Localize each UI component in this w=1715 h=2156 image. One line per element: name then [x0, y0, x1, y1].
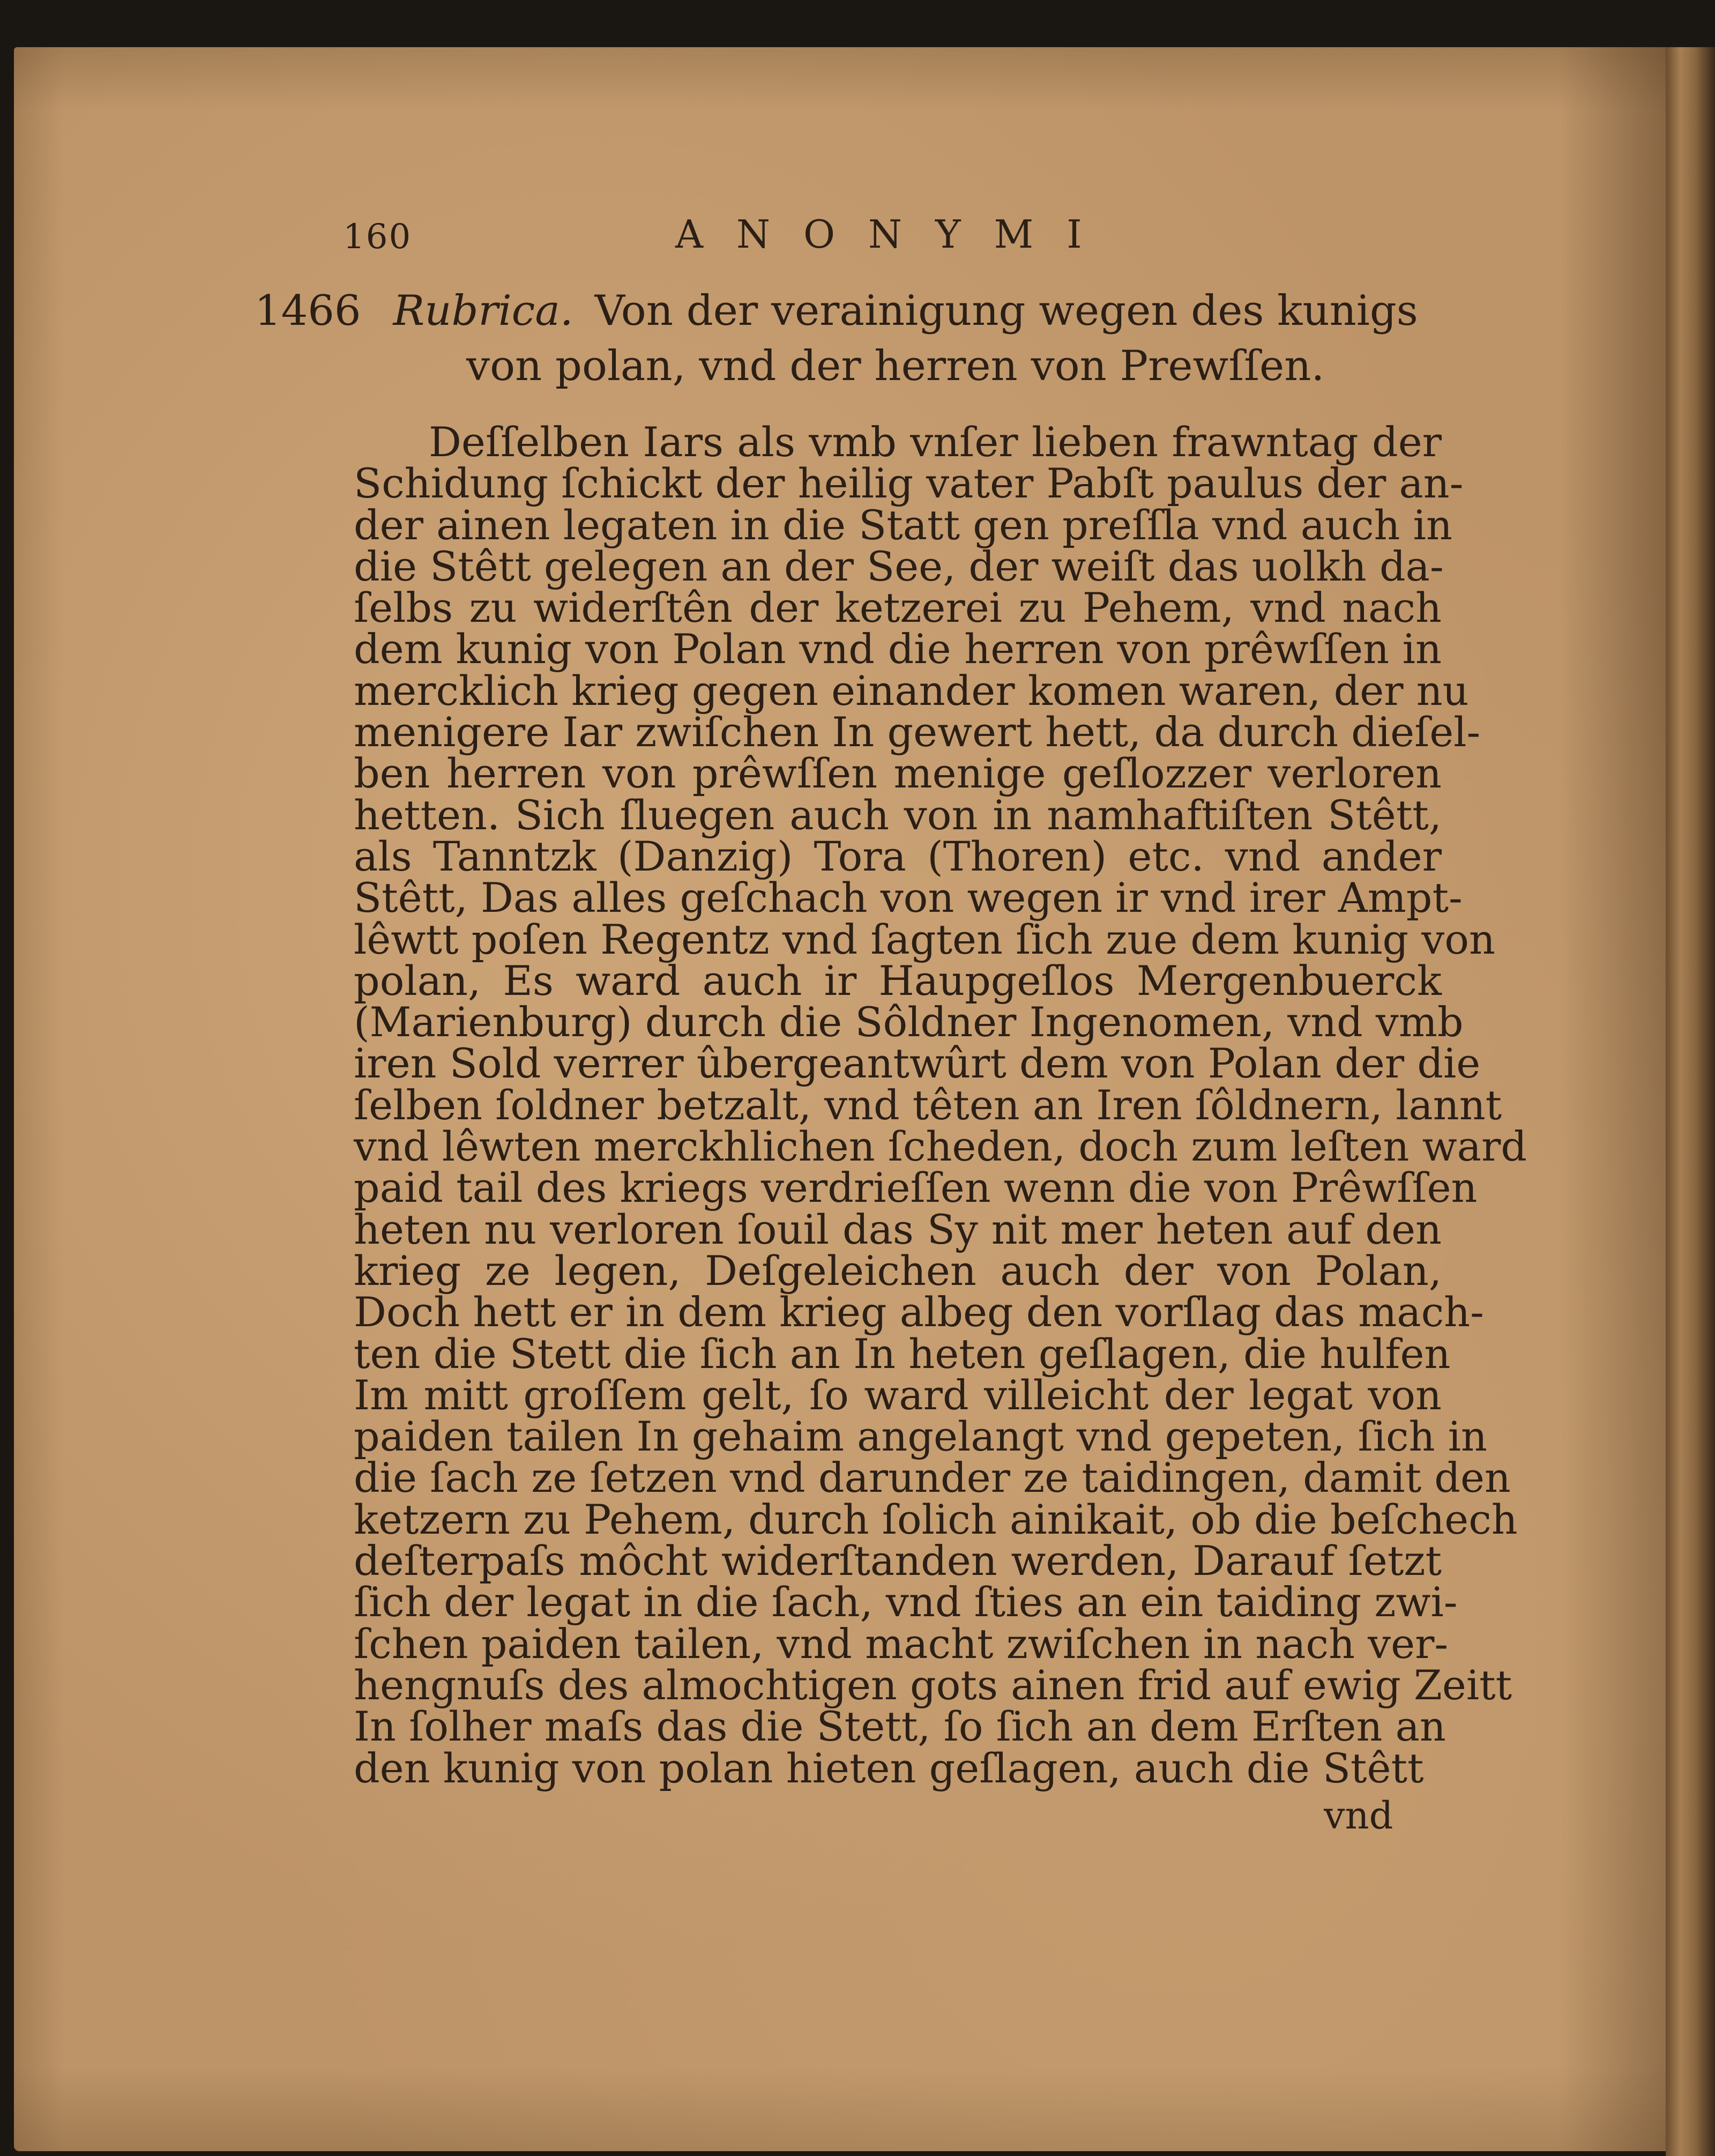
text-line: die Stêtt gelegen an der See, der weiſt das uolkh da- — [354, 542, 1444, 590]
text-line: krieg ze legen, Deſgeleichen auch der von Polan, — [354, 1246, 1442, 1295]
text-line: als Tanntzk (Danzig) Tora (Thoren) etc. vnd ander — [354, 832, 1442, 880]
text-line: der ainen legaten in die Statt gen preſſla vnd auch in — [354, 501, 1452, 549]
page-number: 160 — [343, 217, 412, 257]
text-line: paiden tailen In gehaim angelangt vnd gepeten, ſich in — [354, 1412, 1487, 1461]
text-line: In ſolher maſs das die Stett, ſo ſich an dem Erſten an — [354, 1703, 1446, 1751]
text-line: Schidung ſchickt der heilig vater Pabſt paulus der an- — [354, 459, 1464, 508]
text-line: ben herren von prêwſſen menige geſlozzer verloren — [354, 749, 1442, 798]
text-line: Deſſelben Iars als vmb vnſer lieben frawntag der — [429, 418, 1442, 466]
running-title: ANONYMI — [675, 212, 1115, 257]
text-line: heten nu verloren ſouil das Sy nit mer heten auf den — [354, 1205, 1442, 1253]
text-line: hetten. Sich ſluegen auch von in namhaftiſten Stêtt, — [354, 791, 1442, 839]
text-line: ſchen paiden tailen, vnd macht zwiſchen in nach ver- — [354, 1619, 1449, 1668]
text-line: vnd lêwten merckhlichen ſcheden, doch zum leſten ward — [354, 1122, 1527, 1171]
text-line: mercklich krieg gegen einander komen waren, der nu — [354, 666, 1469, 715]
text-line: paid tail des kriegs verdrieſſen wenn die von Prêwſſen — [354, 1164, 1478, 1212]
text-line: ſelben ſoldner betzalt, vnd têten an Iren ſôldnern, lannt — [354, 1081, 1502, 1129]
marginal-year: 1466 — [255, 287, 361, 335]
rubric-title-line-2: von polan, vnd der herren von Prewſſen. — [466, 342, 1325, 390]
text-line: ſich der legat in die ſach, vnd ſties an ein taiding zwi- — [354, 1578, 1458, 1626]
text-line: menigere Iar zwiſchen In gewert hett, da durch dieſel- — [354, 708, 1481, 756]
text-line: Im mitt groſſem gelt, ſo ward villeicht der legat von — [354, 1371, 1442, 1419]
text-line: hengnuſs des almochtigen gots ainen frid auf ewig Zeitt — [354, 1661, 1512, 1709]
running-header — [343, 212, 1479, 271]
text-line: polan, Es ward auch ir Haupgeſlos Mergenbuerck — [354, 956, 1442, 1005]
body-text — [354, 418, 1527, 1792]
text-line: deſterpaſs môcht widerſtanden werden, Darauf ſetzt — [354, 1537, 1442, 1585]
text-line: dem kunig von Polan vnd die herren von prêwſſen in — [354, 625, 1442, 673]
text-line: iren Sold verrer ûbergeantwûrt dem von Polan der die — [354, 1039, 1481, 1088]
book-spine-edge — [1666, 47, 1715, 2156]
rubric-label: Rubrica. — [393, 287, 573, 335]
text-line: ten die Stett die ſich an In heten geſlagen, die hulfen — [354, 1329, 1451, 1378]
text-line: ſelbs zu widerſtên der ketzerei zu Pehem, vnd nach — [354, 584, 1442, 632]
text-line: die ſach ze ſetzen vnd darunder ze taidingen, damit den — [354, 1454, 1511, 1502]
text-line: Doch hett er in dem krieg albeg den vorſlag das mach- — [354, 1288, 1484, 1336]
text-line: (Marienburg) durch die Sôldner Ingenomen, vnd vmb — [354, 998, 1464, 1046]
text-line: den kunig von polan hieten geſlagen, auch die Stêtt — [354, 1744, 1424, 1792]
text-line: Stêtt, Das alles geſchach von wegen ir vnd irer Ampt- — [354, 874, 1463, 922]
text-line: ketzern zu Pehem, durch ſolich ainikait, ob die beſchech — [354, 1495, 1518, 1543]
text-line: lêwtt poſen Regentz vnd ſagten ſich zue dem kunig von — [354, 915, 1495, 963]
rubric-title-line-1: Von der verainigung wegen des kunigs — [594, 287, 1418, 335]
catchword: vnd — [1324, 1794, 1393, 1838]
rubric-heading — [255, 287, 1455, 346]
